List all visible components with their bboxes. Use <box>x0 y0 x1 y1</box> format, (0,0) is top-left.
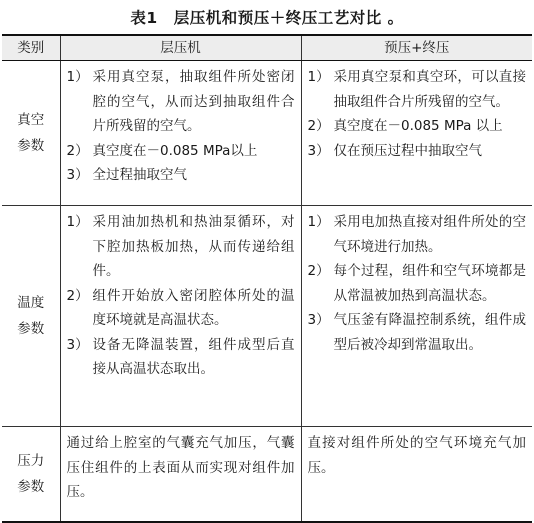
prepress-cell <box>301 61 532 206</box>
category-cell <box>2 206 60 427</box>
item-number: 3） <box>66 167 89 183</box>
category-line: 真空 <box>17 112 45 128</box>
list-item <box>67 163 295 188</box>
cell-text: 直接对组件所处的空气环境充气加压。 <box>307 435 526 476</box>
item-number: 2） <box>66 142 89 159</box>
table-row-pressure <box>2 427 532 523</box>
item-text: 采用油加热机和热油泵循环，对下腔加热板加热，从而传递给组件。 <box>92 214 295 279</box>
list-item <box>308 308 527 357</box>
comparison-table <box>2 34 532 523</box>
list-item <box>308 114 527 139</box>
laminator-cell <box>60 427 301 523</box>
item-number: 2） <box>307 118 330 134</box>
item-number: 3） <box>307 312 330 328</box>
header-category: 类别 <box>2 35 60 61</box>
cell-text: 通过给上腔室的气囊充气加压，气囊压住组件的上表面从而实现对组件加压。 <box>66 435 295 500</box>
item-number: 2） <box>66 287 89 304</box>
category-line: 参数 <box>17 479 45 495</box>
table-title: 表1 层压机和预压＋终压工艺对比 。 <box>130 9 404 27</box>
item-text: 真空度在－0.085 MPa 以上 <box>333 118 503 134</box>
header-prepress: 预压+终压 <box>301 35 532 61</box>
item-text: 每个过程，组件和空气环境都是从常温被加热到高温状态。 <box>333 263 526 304</box>
item-text: 采用真空泵和真空环，可以直接抽取组件合片所残留的空气。 <box>333 69 526 110</box>
item-text: 真空度在－0.085 MPa以上 <box>92 142 258 159</box>
table-row-vacuum <box>2 61 532 206</box>
table-row-temperature <box>2 206 532 427</box>
item-number: 1） <box>307 69 330 85</box>
item-number: 3） <box>66 336 89 353</box>
list-item <box>308 210 527 259</box>
item-text: 全过程抽取空气 <box>92 167 187 183</box>
list-item <box>308 65 527 114</box>
list-item <box>308 259 527 308</box>
item-number: 1） <box>66 69 89 85</box>
list-item <box>308 139 527 164</box>
list-item <box>67 65 295 139</box>
category-line: 参数 <box>17 138 45 154</box>
item-text: 气压釜有降温控制系统，组件成型后被冷却到常温取出。 <box>333 312 526 353</box>
category-cell <box>2 61 60 206</box>
item-text: 设备无降温装置，组件成型后直接从高温状态取出。 <box>92 336 295 377</box>
header-laminator: 层压机 <box>60 35 301 61</box>
category-line: 参数 <box>17 321 45 337</box>
item-text: 仅在预压过程中抽取空气 <box>333 142 482 159</box>
item-number: 3） <box>307 142 330 159</box>
item-text: 组件开始放入密闭腔体所处的温度环境就是高温状态。 <box>92 287 295 328</box>
prepress-cell <box>301 427 532 523</box>
category-line: 压力 <box>17 453 45 469</box>
list-item <box>67 333 295 382</box>
laminator-cell <box>60 61 301 206</box>
list-item <box>67 210 295 284</box>
item-text: 采用真空泵，抽取组件所处密闭腔的空气，从而达到抽取组件合片所残留的空气。 <box>92 69 295 134</box>
item-number: 2） <box>307 263 330 279</box>
item-number: 1） <box>66 214 89 230</box>
laminator-cell <box>60 206 301 427</box>
prepress-cell <box>301 206 532 427</box>
list-item <box>67 139 295 164</box>
list-item <box>67 284 295 333</box>
item-number: 1） <box>307 214 330 230</box>
item-text: 采用电加热直接对组件所处的空气环境进行加热。 <box>333 214 526 255</box>
table-header-row <box>2 35 532 61</box>
category-line: 温度 <box>17 295 45 311</box>
category-cell <box>2 427 60 523</box>
